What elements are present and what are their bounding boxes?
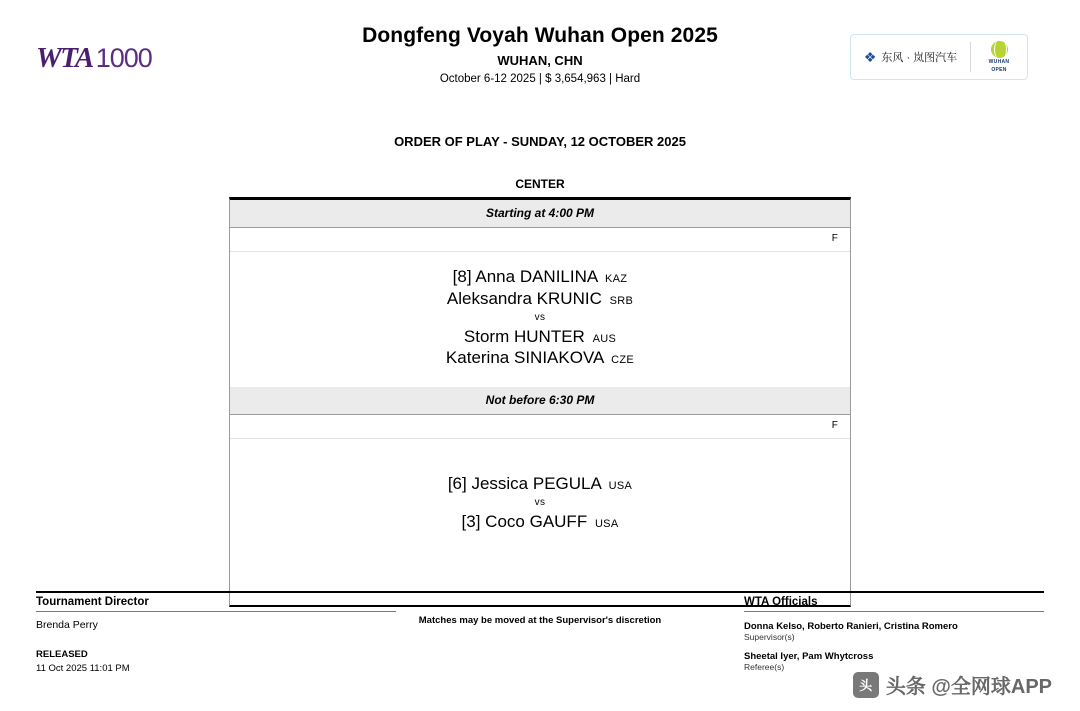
versus-label: vs <box>534 496 546 508</box>
match-meta-1 <box>230 228 850 252</box>
sponsor-logo-box <box>850 34 1028 80</box>
tournament-director-name: Brenda Perry <box>36 619 98 631</box>
wta-officials-block <box>744 596 1044 674</box>
page-header <box>0 0 1080 100</box>
player-line <box>230 288 850 310</box>
wuhan-open-line1: WUHAN <box>988 58 1010 65</box>
sponsor-name: 东风 · 岚图汽车 <box>881 52 958 64</box>
player-country: AUS <box>592 332 617 345</box>
watermark <box>853 670 1052 699</box>
player-line <box>230 266 850 288</box>
player-first-name: Coco <box>485 511 525 531</box>
tournament-director-block <box>36 596 396 674</box>
session-time-1: Starting at 4:00 PM <box>230 200 850 228</box>
player-first-name: Jessica <box>471 474 529 493</box>
player-seed: [3] <box>461 511 481 531</box>
player-line <box>230 511 850 533</box>
sponsor-name-block <box>851 49 970 65</box>
supervisor-footnote: Matches may be moved at the Supervisor's discretion <box>418 615 662 626</box>
player-first-name: Anna <box>475 267 516 286</box>
dongfeng-icon: ❖ <box>863 49 877 65</box>
match-row-2[interactable] <box>230 439 850 605</box>
wuhan-open-logo <box>971 41 1027 74</box>
bottom-divider <box>36 591 1044 593</box>
player-country: USA <box>594 517 619 530</box>
player-line <box>230 473 850 495</box>
order-of-play-table <box>229 197 851 607</box>
player-line <box>230 347 850 369</box>
player-country: SRB <box>609 294 634 307</box>
tournament-meta: October 6-12 2025 | $ 3,654,963 | Hard <box>439 73 641 85</box>
referees-names: Sheetal Iyer, Pam Whytcross <box>744 651 874 662</box>
player-first-name: Katerina <box>445 348 510 368</box>
wta-officials-title: WTA Officials <box>744 596 1044 612</box>
released-timestamp: 11 Oct 2025 11:01 PM <box>36 663 130 674</box>
match-meta-2 <box>230 415 850 439</box>
player-first-name: Storm <box>463 326 510 346</box>
player-country: KAZ <box>605 273 628 285</box>
wta-logo-level: 1000 <box>95 43 152 73</box>
player-seed: [6] <box>447 474 467 493</box>
player-first-name: Aleksandra <box>446 288 532 308</box>
versus-label: vs <box>534 311 546 323</box>
supervisors-role: Supervisor(s) <box>744 632 795 642</box>
watermark-text: 头条 @全网球APP <box>885 676 1052 698</box>
player-last-name: PEGULA <box>532 474 601 493</box>
referees-role: Referee(s) <box>744 662 785 672</box>
released-label: RELEASED <box>36 649 88 660</box>
court-name: CENTER <box>515 177 565 191</box>
player-country: USA <box>608 480 633 492</box>
player-country: CZE <box>611 354 635 367</box>
player-seed: [8] <box>452 267 472 286</box>
wta-logo <box>36 42 152 75</box>
wuhan-open-line2: OPEN <box>991 66 1007 73</box>
session-time-2: Not before 6:30 PM <box>230 387 850 415</box>
order-of-play-heading: ORDER OF PLAY - SUNDAY, 12 OCTOBER 2025 <box>394 134 686 149</box>
tournament-city: WUHAN, CHN <box>497 53 583 68</box>
tournament-director-title: Tournament Director <box>36 596 396 612</box>
player-line <box>230 326 850 348</box>
match-row-1[interactable] <box>230 252 850 387</box>
event-code-2: F <box>831 420 838 431</box>
court-section <box>229 177 851 626</box>
player-last-name: KRUNIC <box>536 288 602 308</box>
player-last-name: DANILINA <box>519 267 598 286</box>
tennis-ball-icon <box>991 41 1008 58</box>
page-title: Dongfeng Voyah Wuhan Open 2025 <box>362 24 718 47</box>
watermark-badge-icon: 头 <box>853 672 879 698</box>
player-last-name: SINIAKOVA <box>513 348 604 368</box>
player-last-name: GAUFF <box>529 511 588 531</box>
wta-logo-text: WTA <box>36 42 93 74</box>
player-last-name: HUNTER <box>513 326 585 346</box>
officials-section <box>36 596 1044 674</box>
event-code-1: F <box>831 233 838 244</box>
supervisors-names: Donna Kelso, Roberto Ranieri, Cristina Romero <box>744 621 958 632</box>
